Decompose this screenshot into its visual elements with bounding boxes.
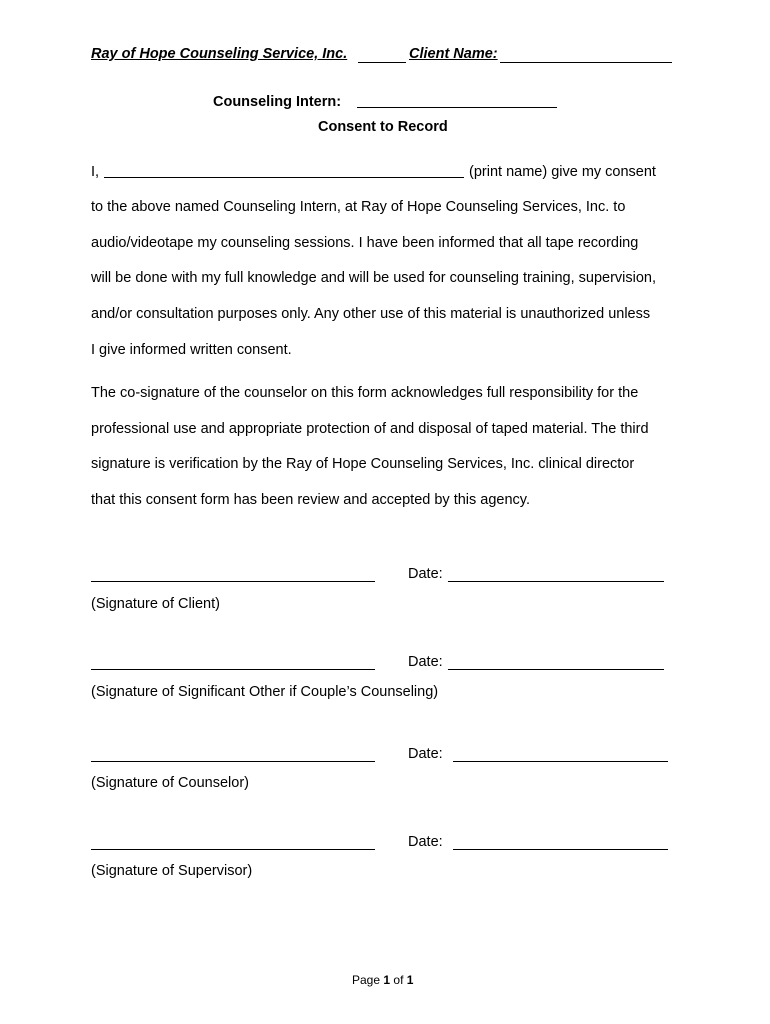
significant-other-date-field[interactable] (448, 669, 664, 670)
client-signature-field[interactable] (91, 581, 375, 582)
consent-paragraph (91, 197, 691, 375)
date-label: Date: (408, 746, 443, 762)
consent-prefix: I, (91, 164, 100, 180)
significant-other-signature-field[interactable] (91, 669, 375, 670)
page-footer (352, 973, 413, 987)
client-name-label: Client Name: (409, 46, 498, 62)
consent-suffix: (print name) give my consent (469, 164, 656, 180)
header-underline-gap (358, 62, 406, 63)
significant-other-signature-caption: (Signature of Significant Other if Couple’s Counseling) (91, 684, 439, 700)
paragraph-line: I give informed written consent. (91, 341, 292, 358)
paragraph-line: will be done with my full knowledge and will be used for counseling training, supervision, (91, 270, 657, 287)
client-signature-caption: (Signature of Client) (91, 596, 220, 612)
paragraph-line: audio/videotape my counseling sessions. I have been informed that all tape recording (91, 234, 639, 251)
supervisor-signature-caption: (Signature of Supervisor) (91, 863, 253, 879)
paragraph-line: signature is verification by the Ray of Hope Counseling Services, Inc. clinical director (91, 456, 635, 473)
intern-name-field[interactable] (357, 107, 557, 108)
of-label: of (393, 973, 404, 987)
supervisor-signature-field[interactable] (91, 849, 375, 850)
paragraph-line: The co-signature of the counselor on this form acknowledges full responsibility for the (91, 385, 639, 401)
intern-label: Counseling Intern: (213, 94, 342, 110)
date-label: Date: (408, 566, 443, 582)
counselor-signature-caption: (Signature of Counselor) (91, 775, 249, 791)
supervisor-date-field[interactable] (453, 849, 668, 850)
responsibility-paragraph (91, 383, 691, 526)
client-date-field[interactable] (448, 581, 664, 582)
paragraph-line: and/or consultation purposes only. Any other use of this material is unauthorized unless (91, 306, 651, 323)
page-number: 1 (383, 973, 391, 987)
date-label: Date: (408, 654, 443, 670)
counselor-date-field[interactable] (453, 761, 668, 762)
print-name-field[interactable] (104, 177, 464, 178)
counselor-signature-field[interactable] (91, 761, 375, 762)
date-label: Date: (408, 834, 443, 850)
paragraph-line: to the above named Counseling Intern, at Ray of Hope Counseling Services, Inc. to (91, 199, 626, 215)
page-label: Page (352, 973, 381, 987)
page-title: Consent to Record (318, 119, 448, 135)
paragraph-line: professional use and appropriate protection of and disposal of taped material. The third (91, 420, 649, 437)
page-total: 1 (406, 973, 414, 987)
client-name-field[interactable] (500, 62, 672, 63)
agency-name: Ray of Hope Counseling Service, Inc. (91, 46, 348, 62)
paragraph-line: that this consent form has been review and accepted by this agency. (91, 492, 531, 509)
